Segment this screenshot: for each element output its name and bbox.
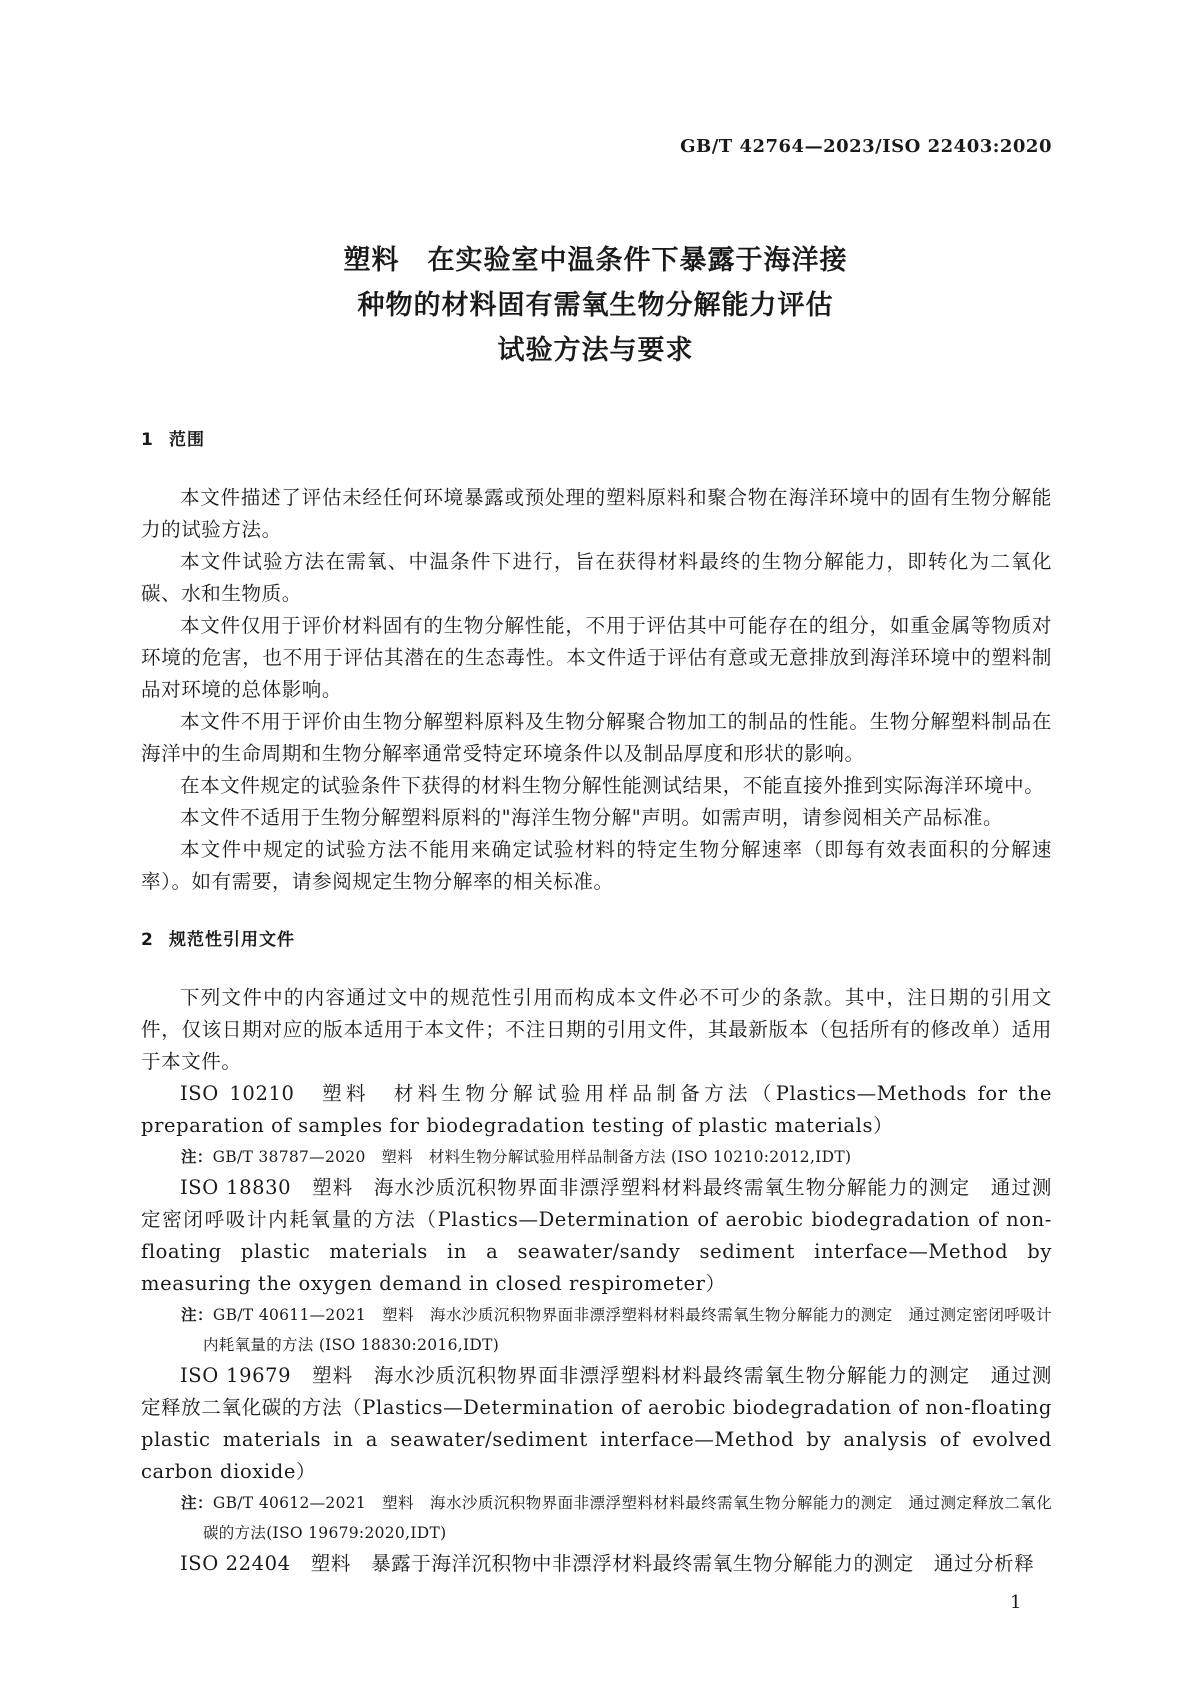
section-heading (141, 424, 1052, 456)
section-normative-references (141, 924, 1052, 1580)
paragraph: 本文件不适用于生物分解塑料原料的"海洋生物分解"声明。如需声明，请参阅相关产品标准。 (180, 806, 1004, 829)
reference-note (141, 1300, 1052, 1360)
note-label: 注： (181, 1306, 213, 1324)
reference-entry: ISO 10210 塑料 材料生物分解试验用样品制备方法（Plastics—Methods for the preparation of samples for biodegradation testing of plastic materials） (141, 1082, 1052, 1137)
paragraph: 本文件中规定的试验方法不能用来确定试验材料的特定生物分解速率（即每有效表面积的分解速率）。如有需要，请参阅规定生物分解率的相关标准。 (141, 838, 1052, 893)
title-line: 塑料 在实验室中温条件下暴露于海洋接 (343, 245, 848, 276)
note-label: 注： (181, 1494, 213, 1512)
title-line: 种物的材料固有需氧生物分解能力评估 (357, 290, 834, 321)
note-label: 注： (181, 1148, 213, 1166)
reference-entry: ISO 19679 塑料 海水沙质沉积物界面非漂浮塑料材料最终需氧生物分解能力的测定 通过测定释放二氧化碳的方法（Plastics—Determination of aerobic biodegradation of non-floating plastic materials in a seawater/sediment interface—Method by analysis of evolved carbon dioxide） (141, 1364, 1052, 1483)
reference-entry: ISO 18830 塑料 海水沙质沉积物界面非漂浮塑料材料最终需氧生物分解能力的测定 通过测定密闭呼吸计内耗氧量的方法（Plastics—Determination of aerobic biodegradation of non-floating plastic materials in a seawater/sandy sediment interface—Method by measuring the oxygen demand in closed respirometer） (141, 1176, 1052, 1295)
page-number: 1 (1010, 1592, 1022, 1613)
paragraph: 本文件仅用于评价材料固有的生物分解性能，不用于评估其中可能存在的组分，如重金属等物质对环境的危害，也不用于评估其潜在的生态毒性。本文件适于评估有意或无意排放到海洋环境中的塑料制品对环境的总体影响。 (141, 614, 1052, 701)
reference-entry: ISO 22404 塑料 暴露于海洋沉积物中非漂浮材料最终需氧生物分解能力的测定 通过分析释 (180, 1552, 1035, 1575)
section-heading (141, 924, 1052, 956)
document-title (0, 238, 1191, 373)
section-scope (141, 424, 1052, 898)
reference-note (141, 1142, 1052, 1172)
section-title: 范围 (169, 430, 205, 450)
standard-number-header: GB/T 42764—2023/ISO 22403:2020 (680, 136, 1052, 157)
section-number: 1 (141, 430, 154, 450)
paragraph: 本文件描述了评估未经任何环境暴露或预处理的塑料原料和聚合物在海洋环境中的固有生物分解能力的试验方法。 (141, 486, 1052, 541)
paragraph: 下列文件中的内容通过文中的规范性引用而构成本文件必不可少的条款。其中，注日期的引用文件，仅该日期对应的版本适用于本文件；不注日期的引用文件，其最新版本（包括所有的修改单）适用于本文件。 (141, 986, 1052, 1073)
paragraph: 在本文件规定的试验条件下获得的材料生物分解性能测试结果，不能直接外推到实际海洋环境中。 (180, 774, 1045, 797)
note-text: GB/T 40611—2021 塑料 海水沙质沉积物界面非漂浮塑料材料最终需氧生物分解能力的测定 通过测定密闭呼吸计内耗氧量的方法 (ISO 18830:2016,IDT) (203, 1306, 1052, 1354)
section-number: 2 (141, 930, 154, 950)
note-text: GB/T 38787—2020 塑料 材料生物分解试验用样品制备方法 (ISO 10210:2012,IDT) (212, 1148, 852, 1166)
note-text: GB/T 40612—2021 塑料 海水沙质沉积物界面非漂浮塑料材料最终需氧生物分解能力的测定 通过测定释放二氧化碳的方法(ISO 19679:2020,IDT) (203, 1494, 1052, 1542)
section-title: 规范性引用文件 (169, 930, 295, 950)
reference-note (141, 1488, 1052, 1548)
paragraph: 本文件不用于评价由生物分解塑料原料及生物分解聚合物加工的制品的性能。生物分解塑料制品在海洋中的生命周期和生物分解率通常受特定环境条件以及制品厚度和形状的影响。 (141, 710, 1052, 765)
title-line: 试验方法与要求 (497, 335, 694, 366)
paragraph: 本文件试验方法在需氧、中温条件下进行，旨在获得材料最终的生物分解能力，即转化为二氧化碳、水和生物质。 (141, 550, 1052, 605)
